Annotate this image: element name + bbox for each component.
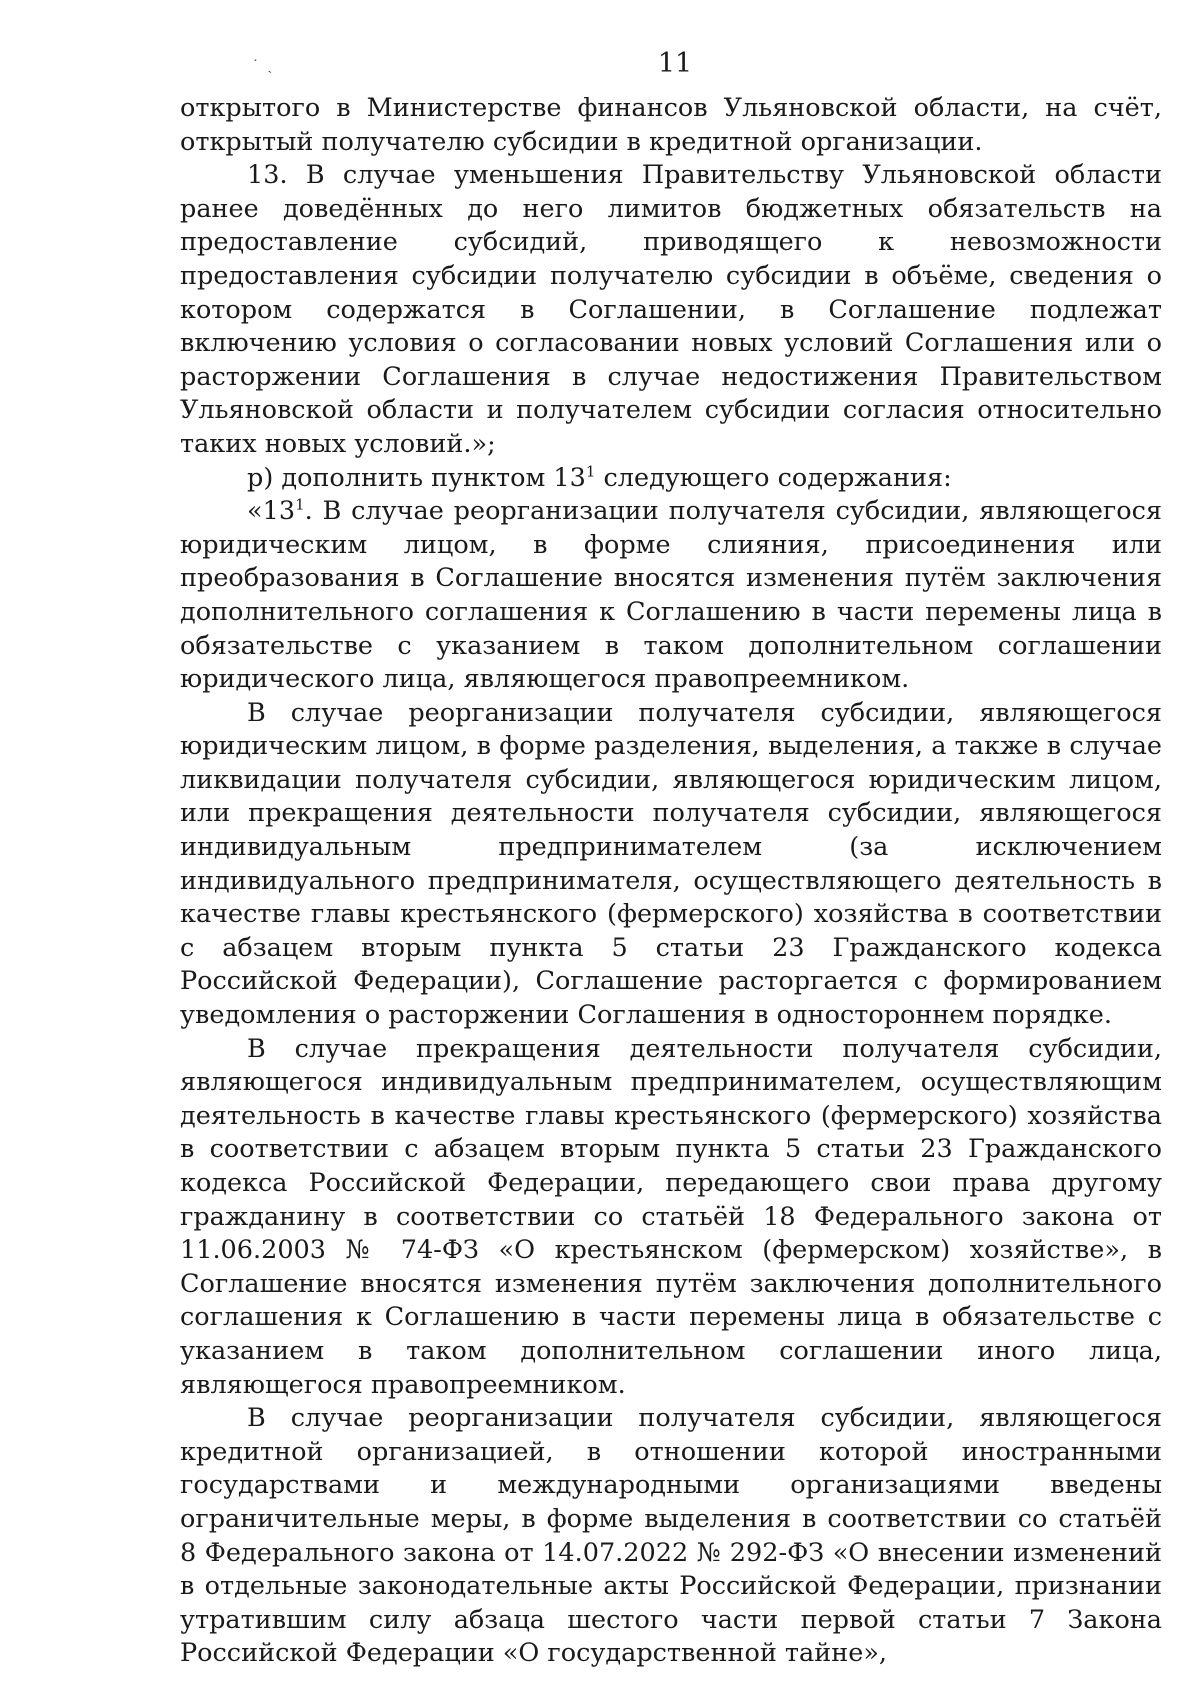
paragraph-item-13-1 xyxy=(180,495,1162,697)
paragraph-reorganization-division: В случае реорганизации получателя субсидии, являющегося юридическим лицом, в форме разделения, выделения, а также в случае ликвидации получателя субсидии, являющегося юридическим лицом, или прекращения деятельности получателя субсидии, являющегося индивидуальным предпринимателем (за исключением индивидуального предпринимателя, осуществляющего деятельность в качестве главы крестьянского (фермерского) хозяйства в соответствии с абзацем вторым пункта 5 статьи 23 Гражданского кодекса Российской Федерации), Соглашение расторгается с формированием уведомления о расторжении Соглашения в одностороннем порядке. xyxy=(180,697,1162,1031)
superscript-index: 1 xyxy=(585,462,596,481)
paragraph-amendment-r xyxy=(180,462,1162,496)
amendment-text-start: р) дополнить пунктом 13 xyxy=(247,462,586,493)
paragraph-credit-organization: В случае реорганизации получателя субсидии, являющегося кредитной организацией, в отношении которой иностранными государствами и международными организациями введены ограничительные меры, в форме выделения в соответствии со статьёй 8 Федерального закона от 14.07.2022 № 292-ФЗ «О внесении изменений в отдельные законодательные акты Российской Федерации, признании утратившим силу абзаца шестого части первой статьи 7 Закона Российской Федерации «О государственной тайне», xyxy=(180,1403,1162,1669)
paragraph-farm-transfer: В случае прекращения деятельности получателя субсидии, являющегося индивидуальным предпринимателем, осуществляющим деятельность в качестве главы крестьянского (фермерского) хозяйства в соответствии с абзацем вторым пункта 5 статьи 23 Гражданского кодекса Российской Федерации, передающего свои права другому гражданину в соответствии со статьёй 18 Федерального закона от 11.06.2003 № 74-ФЗ «О крестьянском (фермерском) хозяйстве», в Соглашение вносятся изменения путём заключения дополнительного соглашения к Соглашению в части перемены лица в обязательстве с указанием в таком дополнительном соглашении иного лица, являющегося правопреемником. xyxy=(180,1033,1162,1400)
paragraph-continuation: открытого в Министерстве финансов Ульяновской области, на счёт, открытый получателю субсидии в кредитной организации. xyxy=(180,93,1162,157)
scan-artifact: ˙ ˏ xyxy=(252,58,275,74)
document-body xyxy=(180,92,1162,1671)
item-text: . В случае реорганизации получателя субсидии, являющегося юридическим лицом, в форме слияния, присоединения или преобразования в Соглашение вносятся изменения путём заключения дополнительного соглашения к Соглашению в части перемены лица в обязательстве с указанием в таком дополнительном соглашении юридического лица, являющегося правопреемником. xyxy=(180,496,1162,695)
page-number: 11 xyxy=(657,48,693,79)
amendment-text-end: следующего содержания: xyxy=(595,462,952,493)
paragraph-item-13: 13. В случае уменьшения Правительству Ульяновской области ранее доведённых до него лимитов бюджетных обязательств на предоставление субсидий, приводящего к невозможности предоставления субсидии получателю субсидии в объёме, сведения о котором содержатся в Соглашении, в Соглашение подлежат включению условия о согласовании новых условий Соглашения или о расторжении Соглашения в случае недостижения Правительством Ульяновской области и получателем субсидии согласия относительно таких новых условий.»; xyxy=(180,160,1162,459)
superscript-index: 1 xyxy=(295,495,305,514)
item-number-start: «13 xyxy=(247,496,296,527)
